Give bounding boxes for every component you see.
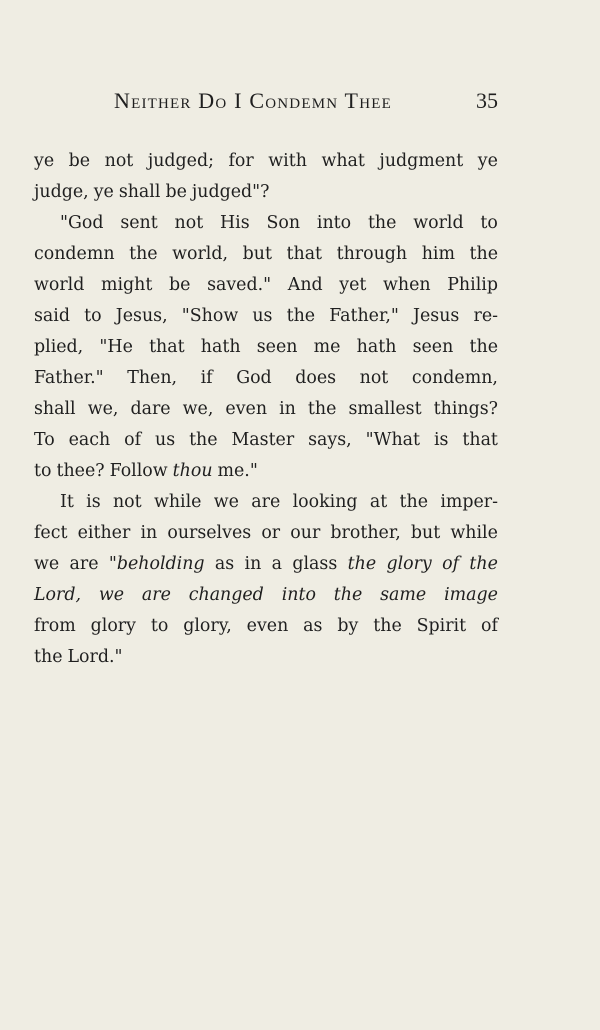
text-line: [34, 177, 498, 208]
text-line: [34, 611, 498, 642]
word: His: [220, 213, 250, 233]
word: Lord,: [34, 585, 81, 605]
word: glory: [90, 616, 136, 636]
word: but: [410, 523, 441, 543]
word: in: [279, 399, 296, 419]
word: ye: [477, 151, 498, 171]
word: "Show: [181, 306, 239, 326]
word: not: [104, 151, 134, 171]
word: when: [383, 275, 431, 295]
word: is: [86, 492, 101, 512]
word: are: [251, 492, 281, 512]
word: Then,: [127, 368, 178, 388]
word: to: [84, 306, 102, 326]
word: says,: [308, 430, 352, 450]
word: that: [462, 430, 498, 450]
page-number: 35: [476, 88, 498, 113]
word: we,: [182, 399, 214, 419]
text-line: [34, 270, 498, 301]
word: condemn: [34, 244, 115, 264]
word: judgment: [379, 151, 464, 171]
word: to: [34, 461, 52, 481]
text-line: [34, 580, 498, 611]
word: To: [34, 430, 55, 450]
word: while: [153, 492, 202, 512]
word: judged;: [147, 151, 214, 171]
word: even: [246, 616, 289, 636]
word: from: [34, 616, 76, 636]
word: be: [169, 275, 191, 295]
word: the: [367, 213, 397, 233]
word: ye: [93, 182, 114, 202]
word: the: [469, 244, 498, 264]
word: the: [469, 554, 498, 574]
word: Spirit: [416, 616, 467, 636]
word: God: [236, 368, 272, 388]
word: glory: [386, 554, 432, 574]
word: of: [442, 554, 460, 574]
word: sent: [120, 213, 158, 233]
word: but: [242, 244, 272, 264]
word: we,: [87, 399, 119, 419]
word: Jesus,: [115, 306, 168, 326]
word: as: [214, 554, 235, 574]
word: by: [337, 616, 359, 636]
word: what: [321, 151, 365, 171]
word: re-: [473, 306, 498, 326]
word: same: [380, 585, 427, 605]
word: seen: [256, 337, 298, 357]
text-line: [34, 642, 498, 673]
word: to: [480, 213, 498, 233]
word: we: [34, 554, 60, 574]
word: ourselves: [167, 523, 252, 543]
word: saved.": [207, 275, 272, 295]
text-line: [34, 301, 498, 332]
word: imper-: [440, 492, 498, 512]
word: thee?: [56, 461, 105, 481]
word: him: [421, 244, 455, 264]
text-line: [34, 208, 498, 239]
word: Lord.": [67, 647, 123, 667]
word: not: [174, 213, 204, 233]
word: we: [213, 492, 239, 512]
word: yet: [339, 275, 367, 295]
word: glory,: [183, 616, 232, 636]
text-line: [34, 425, 498, 456]
word: as: [303, 616, 323, 636]
word: Follow: [109, 461, 168, 481]
text-line: [34, 239, 498, 270]
word: image: [444, 585, 498, 605]
word: does: [295, 368, 337, 388]
word: me: [313, 337, 341, 357]
word: not: [112, 492, 142, 512]
word: hath: [356, 337, 397, 357]
word: the: [286, 306, 316, 326]
word: the: [347, 554, 377, 574]
word: into: [316, 213, 352, 233]
word: smallest: [348, 399, 422, 419]
word: the: [189, 430, 218, 450]
word: Philip: [447, 275, 498, 295]
word: said: [34, 306, 70, 326]
word: is: [433, 430, 449, 450]
word: "He: [99, 337, 133, 357]
word: in: [140, 523, 158, 543]
word: world,: [172, 244, 229, 264]
word: judged"?: [191, 182, 270, 202]
word: dare: [130, 399, 171, 419]
word: be: [165, 182, 187, 202]
text-line: [34, 456, 498, 487]
text-line: [34, 518, 498, 549]
word: "What: [365, 430, 421, 450]
word: to: [150, 616, 169, 636]
word: world: [413, 213, 464, 233]
text-line: [34, 332, 498, 363]
word: Master: [231, 430, 295, 450]
word: us: [252, 306, 273, 326]
word: thou: [172, 461, 213, 481]
word: brother,: [330, 523, 401, 543]
word: of: [481, 616, 498, 636]
word: "beholding: [108, 554, 205, 574]
word: of: [124, 430, 142, 450]
running-head: [34, 88, 498, 118]
text-line: [34, 363, 498, 394]
word: judge,: [34, 182, 89, 202]
word: that: [149, 337, 185, 357]
word: world: [34, 275, 85, 295]
word: in: [244, 554, 262, 574]
word: our: [290, 523, 321, 543]
word: hath: [200, 337, 241, 357]
word: changed: [188, 585, 264, 605]
word: if: [200, 368, 213, 388]
word: things?: [433, 399, 498, 419]
text-line: [34, 146, 498, 177]
word: us: [155, 430, 176, 450]
word: ye: [34, 151, 55, 171]
word: through: [336, 244, 408, 264]
word: even: [225, 399, 268, 419]
text-line: [34, 487, 498, 518]
word: be: [68, 151, 91, 171]
word: the: [399, 492, 428, 512]
word: Father,": [329, 306, 399, 326]
word: are: [141, 585, 171, 605]
word: the: [333, 585, 363, 605]
word: shall: [118, 182, 161, 202]
body-text: [34, 146, 498, 673]
word: each: [68, 430, 111, 450]
text-line: [34, 549, 498, 580]
word: seen: [412, 337, 454, 357]
word: It: [60, 492, 74, 512]
word: into: [281, 585, 316, 605]
word: the: [129, 244, 158, 264]
word: or: [261, 523, 281, 543]
running-title: Neither Do I Condemn Thee: [114, 88, 392, 113]
word: with: [268, 151, 307, 171]
word: we: [98, 585, 125, 605]
word: glass: [292, 554, 338, 574]
word: Father.": [34, 368, 104, 388]
word: for: [228, 151, 254, 171]
word: while: [450, 523, 498, 543]
word: the: [34, 647, 63, 667]
word: And: [287, 275, 323, 295]
word: Jesus: [413, 306, 460, 326]
word: not: [359, 368, 389, 388]
word: might: [101, 275, 153, 295]
word: me.": [217, 461, 258, 481]
word: shall: [34, 399, 76, 419]
word: are: [69, 554, 99, 574]
word: the: [307, 399, 337, 419]
word: that: [286, 244, 323, 264]
word: a: [271, 554, 283, 574]
word: at: [369, 492, 388, 512]
word: "God: [60, 213, 104, 233]
word: looking: [292, 492, 358, 512]
text-line: [34, 394, 498, 425]
word: plied,: [34, 337, 84, 357]
word: the: [469, 337, 498, 357]
word: either: [77, 523, 131, 543]
word: the: [373, 616, 402, 636]
word: fect: [34, 523, 68, 543]
word: Son: [266, 213, 301, 233]
word: condemn,: [411, 368, 498, 388]
